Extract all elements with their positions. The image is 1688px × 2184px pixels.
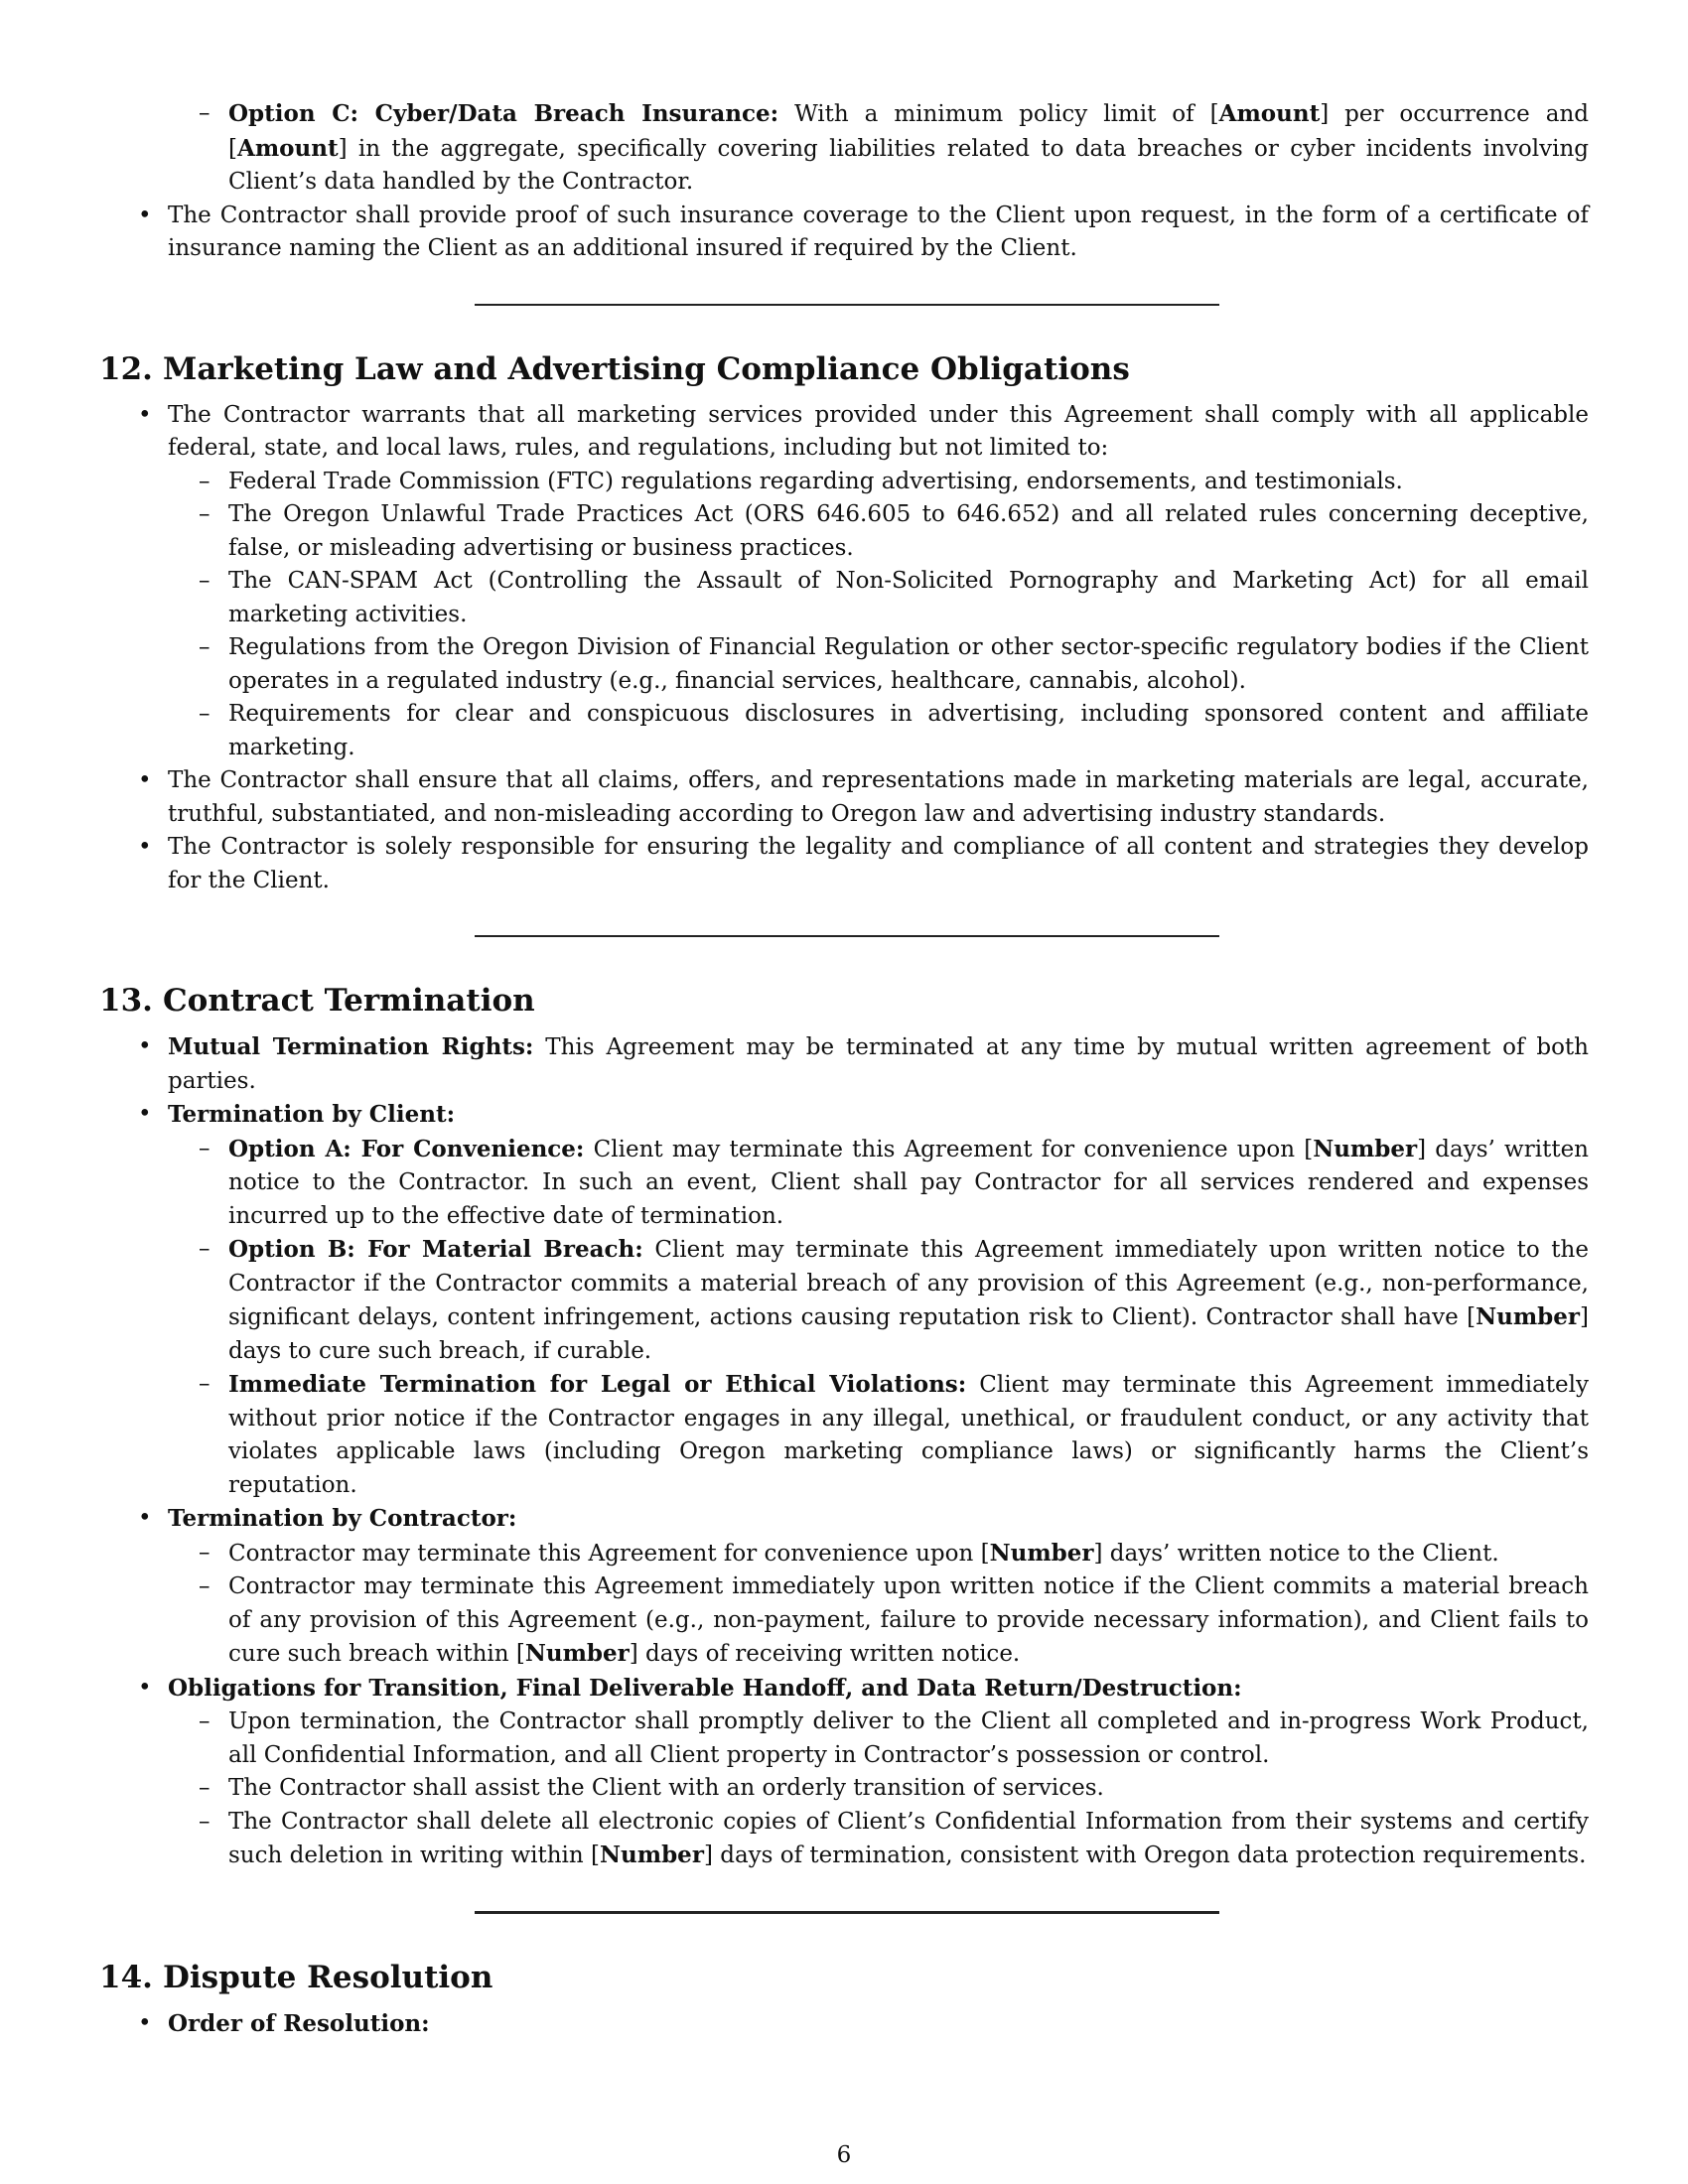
option-c-label: Option C: Cyber/Data Breach Insurance: bbox=[228, 100, 779, 127]
list-item-option-c: – Option C: Cyber/Data Breach Insurance: With a minimum policy limit of [Amount] per occurrence and [Amount] in the aggregate, specifically covering liabilities related to data breaches or cyber incidents involving Client’s data handled by the Contractor. bbox=[99, 97, 1589, 200]
section-13-list bbox=[99, 1030, 1589, 1873]
list-item-contractor: • Termination by Contractor: bbox=[99, 1502, 1589, 1537]
list-item: • The Contractor warrants that all marketing services provided under this Agreement shall comply with all applicable federal, state, and local laws, rules, and regulations, including but not limited to: bbox=[99, 399, 1589, 466]
section-divider bbox=[475, 1911, 1219, 1914]
section-12-list bbox=[99, 399, 1589, 898]
list-item: – Upon termination, the Contractor shall promptly deliver to the Client all completed and in-progress Work Product, all Confidential Information, and all Client property in Contractor’s possession or control. bbox=[99, 1706, 1589, 1772]
section-divider bbox=[475, 935, 1219, 937]
page-number: 6 bbox=[836, 2142, 852, 2168]
list-item: • The Contractor shall ensure that all claims, offers, and representations made in marketing materials are legal, accurate, truthful, substantiated, and non-misleading according to Oregon law and advertising industry standards. bbox=[99, 764, 1589, 831]
list-item: – Regulations from the Oregon Division of Financial Regulation or other sector-specific regulatory bodies if the Client operates in a regulated industry (e.g., financial services, healthcare, cannabis, alcohol). bbox=[99, 631, 1589, 698]
list-item: – Requirements for clear and conspicuous disclosures in advertising, including sponsored content and affiliate marketing. bbox=[99, 698, 1589, 764]
section-12-heading: 12. Marketing Law and Advertising Compliance Obligations bbox=[99, 350, 1130, 387]
list-item-obligations: • Obligations for Transition, Final Deliverable Handoff, and Data Return/Destruction: bbox=[99, 1672, 1589, 1706]
section-13-heading: 13. Contract Termination bbox=[99, 983, 535, 1019]
list-item: – Contractor may terminate this Agreement immediately upon written notice if the Client commits a material breach of any provision of this Agreement (e.g., non-payment, failure to provide necessary information), and Client fails to cure such breach within [Number] days of receiving written notice. bbox=[99, 1570, 1589, 1672]
list-item: – The CAN-SPAM Act (Controlling the Assault of Non-Solicited Pornography and Marketing Act) for all email marketing activities. bbox=[99, 565, 1589, 631]
list-item: – The Contractor shall delete all electronic copies of Client’s Confidential Information from their systems and certify such deletion in writing within [Number] days of termination, consistent with Oregon data protection requirements. bbox=[99, 1806, 1589, 1873]
list-item-client: • Termination by Client: bbox=[99, 1098, 1589, 1133]
list-item: – The Oregon Unlawful Trade Practices Act (ORS 646.605 to 646.652) and all related rules concerning deceptive, false, or misleading advertising or business practices. bbox=[99, 498, 1589, 565]
list-item-immediate: – Immediate Termination for Legal or Ethical Violations: Client may terminate this Agreement immediately without prior notice if the Contractor engages in any illegal, unethical, or fraudulent conduct, or any activity that violates applicable laws (including Oregon marketing compliance laws) or significantly harms the Client’s reputation. bbox=[99, 1368, 1589, 1502]
list-item-option-b: – Option B: For Material Breach: Client may terminate this Agreement immediately upon written notice to the Contractor if the Contractor commits a material breach of any provision of this Agreement (e.g., non-performance, significant delays, content infringement, actions causing reputation risk to Client). Contractor shall have [Number] days to cure such breach, if curable. bbox=[99, 1233, 1589, 1368]
list-item: – The Contractor shall assist the Client with an orderly transition of services. bbox=[99, 1772, 1589, 1806]
list-item-proof: • The Contractor shall provide proof of such insurance coverage to the Client upon request, in the form of a certificate of insurance naming the Client as an additional insured if required by the Client. bbox=[99, 200, 1589, 266]
list-item-option-a: – Option A: For Convenience: Client may terminate this Agreement for convenience upon [Number] days’ written notice to the Contractor. In such an event, Client shall pay Contractor for all services rendered and expenses incurred up to the effective date of termination. bbox=[99, 1133, 1589, 1234]
section-14-list bbox=[99, 2007, 1589, 2042]
list-item-mutual: • Mutual Termination Rights: This Agreement may be terminated at any time by mutual written agreement of both parties. bbox=[99, 1030, 1589, 1098]
insurance-list bbox=[99, 97, 1589, 266]
section-divider bbox=[475, 304, 1219, 306]
section-14-heading: 14. Dispute Resolution bbox=[99, 1959, 493, 1995]
list-item: – Contractor may terminate this Agreement for convenience upon [Number] days’ written notice to the Client. bbox=[99, 1537, 1589, 1571]
list-item: – Federal Trade Commission (FTC) regulations regarding advertising, endorsements, and testimonials. bbox=[99, 466, 1589, 499]
document-page bbox=[99, 97, 1589, 2041]
list-item-order: • Order of Resolution: bbox=[99, 2007, 1589, 2042]
list-item: • The Contractor is solely responsible for ensuring the legality and compliance of all content and strategies they develop for the Client. bbox=[99, 831, 1589, 897]
